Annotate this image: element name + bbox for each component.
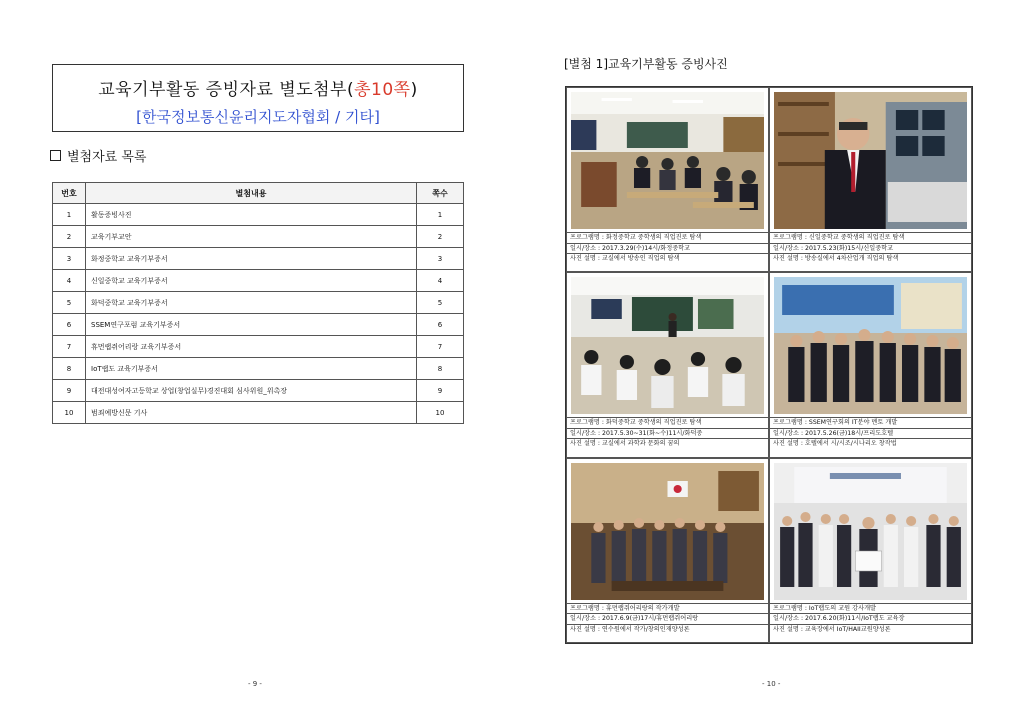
photo-description: 사진 설명 : 호텔에서 시/시조/시나리오 창작법: [770, 438, 971, 449]
row-content: 대전대성여자고등학교 상업(창업실무)경진대회 심사위원_위촉장: [86, 380, 417, 402]
table-header-row: [53, 183, 464, 204]
photo-program: 프로그램명 : 화덕중학교 중학생의 직업진로 탐색: [567, 417, 768, 428]
row-page: 6: [417, 314, 464, 336]
photo-description: 사진 설명 : 교육장에서 IoT/HAII교원양성론: [770, 624, 971, 635]
table-row: [53, 402, 464, 424]
photo-datetime: 일시/장소 : 2017.6.20(화)11시/IoT랩도 교육장: [770, 613, 971, 624]
page-number: - 9 -: [248, 680, 262, 688]
photo-grid: [565, 86, 973, 644]
row-number: 4: [53, 270, 86, 292]
row-number: 3: [53, 248, 86, 270]
row-content: 화덕중학교 교육기부증서: [86, 292, 417, 314]
photo-description: 사진 설명 : 교실에서 과학과 문화의 꿈의: [567, 438, 768, 449]
row-page: 3: [417, 248, 464, 270]
header-number: 번호: [53, 183, 86, 204]
photo-datetime: 일시/장소 : 2017.3.29(수)14시/화정중학교: [567, 243, 768, 254]
photo-datetime: 일시/장소 : 2017.6.9(금)17시/휴먼랩쥐어리랑: [567, 613, 768, 624]
row-content: 교육기부교안: [86, 226, 417, 248]
row-page: 10: [417, 402, 464, 424]
photo-datetime: 일시/장소 : 2017.5.30~31(화~수)11시/화덕중: [567, 428, 768, 439]
page-count-highlight: 총10쪽: [354, 80, 411, 100]
row-content: 화정중학교 교육기부증서: [86, 248, 417, 270]
photo-datetime: 일시/장소 : 2017.5.26(금)18시/프리도호텔: [770, 428, 971, 439]
broadcast-room-photo: [774, 92, 967, 229]
title-box: [52, 64, 464, 132]
photo-program: 프로그램명 : 화정중학교 중학생의 직업진로 탐색: [567, 232, 768, 243]
row-number: 8: [53, 358, 86, 380]
row-number: 10: [53, 402, 86, 424]
checkbox-icon: [50, 150, 61, 161]
row-content: 범죄예방신문 기사: [86, 402, 417, 424]
row-content: IoT랩도 교육기부증서: [86, 358, 417, 380]
row-page: 8: [417, 358, 464, 380]
row-number: 5: [53, 292, 86, 314]
row-number: 6: [53, 314, 86, 336]
row-content: SSEM연구포럼 교육기부증서: [86, 314, 417, 336]
photo-cell: [566, 458, 769, 643]
photo-cell: [769, 87, 972, 272]
row-content: 신일중학교 교육기부증서: [86, 270, 417, 292]
row-content: 활동증빙사진: [86, 204, 417, 226]
table-row: [53, 248, 464, 270]
photo-description: 사진 설명 : 연수원에서 작가/창의인재양성론: [567, 624, 768, 635]
row-page: 9: [417, 380, 464, 402]
photo-cell: [769, 272, 972, 457]
photo-program: 프로그램명 : SSEM연구회의 IT분야 멘토 개발: [770, 417, 971, 428]
photo-program: 프로그램명 : IoT랩도의 교원 강사개발: [770, 603, 971, 614]
photo-cell: [769, 458, 972, 643]
table-row: [53, 336, 464, 358]
row-content: 휴먼랩쥐어리랑 교육기부증서: [86, 336, 417, 358]
row-page: 7: [417, 336, 464, 358]
page-number: - 10 -: [762, 680, 781, 688]
table-row: [53, 358, 464, 380]
writers-group-photo: [571, 463, 764, 600]
photo-description: 사진 설명 : 교실에서 방송인 직업의 탐색: [567, 253, 768, 264]
photo-cell: [566, 87, 769, 272]
row-number: 2: [53, 226, 86, 248]
attachment-table: [52, 182, 464, 424]
iot-group-photo: [774, 463, 967, 600]
row-number: 1: [53, 204, 86, 226]
document-title: 교육기부활동 증빙자료 별도첨부(총10쪽): [98, 80, 418, 100]
attachment-list-heading: 별첨자료 목록: [50, 146, 146, 165]
row-page: 2: [417, 226, 464, 248]
header-pages: 쪽수: [417, 183, 464, 204]
table-row: [53, 204, 464, 226]
table-body: [53, 204, 464, 424]
forum-group-photo: [774, 277, 967, 414]
annex-title: [별첨 1]교육기부활동 증빙사진: [564, 57, 728, 71]
photo-program: 프로그램명 : 신일중학교 중학생의 직업진로 탐색: [770, 232, 971, 243]
header-content: 별첨내용: [86, 183, 417, 204]
table-row: [53, 380, 464, 402]
photo-cell: [566, 272, 769, 457]
photo-datetime: 일시/장소 : 2017.5.23(화)15시/신일중학교: [770, 243, 971, 254]
table-row: [53, 226, 464, 248]
table-row: [53, 314, 464, 336]
row-number: 9: [53, 380, 86, 402]
row-number: 7: [53, 336, 86, 358]
right-page: [512, 0, 1024, 724]
row-page: 4: [417, 270, 464, 292]
classroom-students-photo: [571, 277, 764, 414]
row-page: 1: [417, 204, 464, 226]
photo-description: 사진 설명 : 방송실에서 4차산업개 직업의 탐색: [770, 253, 971, 264]
table-row: [53, 292, 464, 314]
photo-program: 프로그램명 : 휴먼랩쥐어리랑의 작가개발: [567, 603, 768, 614]
table-row: [53, 270, 464, 292]
row-page: 5: [417, 292, 464, 314]
classroom-photo: [571, 92, 764, 229]
document-subtitle: [한국정보통신윤리지도자협회 / 기타]: [136, 108, 380, 126]
